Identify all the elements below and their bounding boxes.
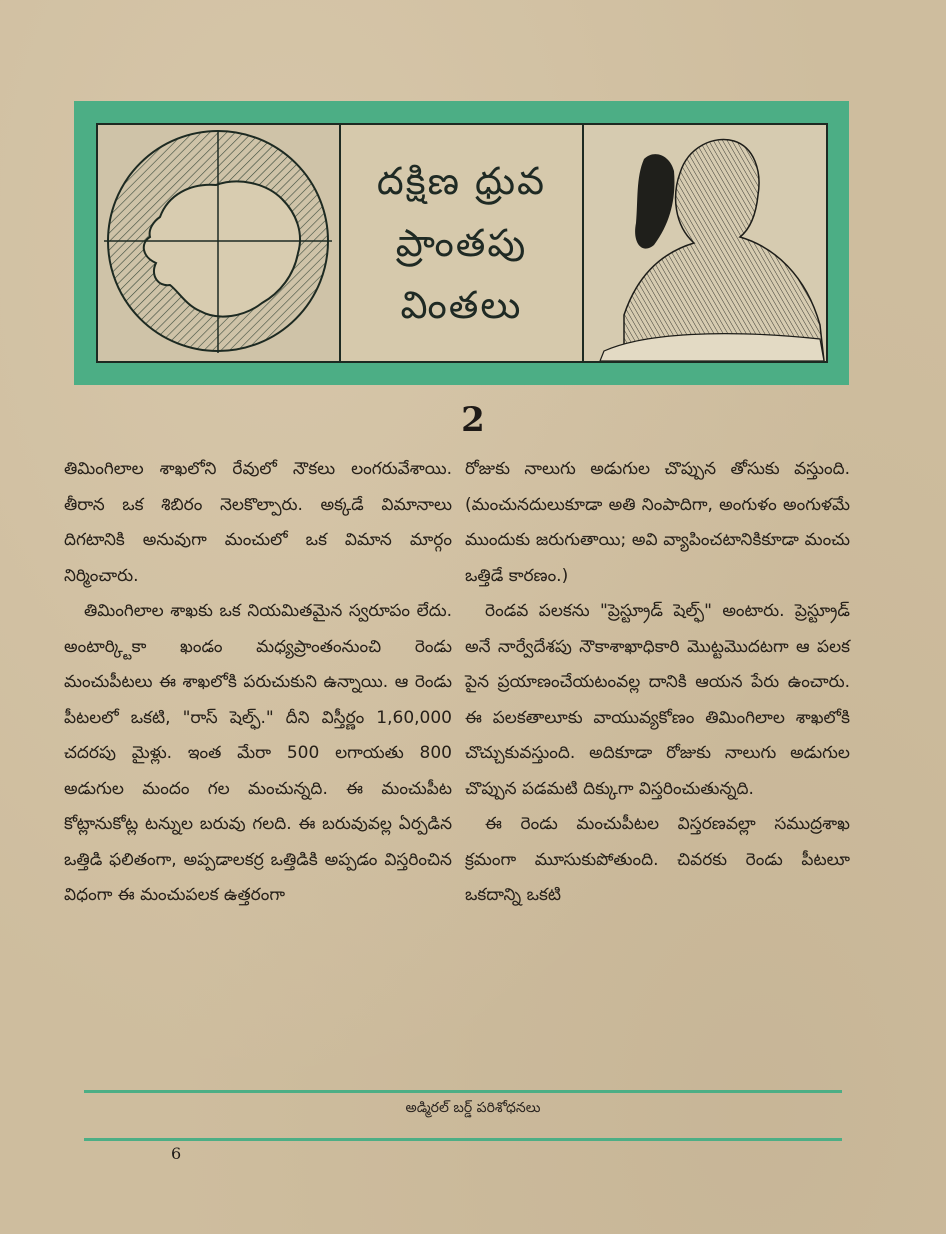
paragraph: రోజుకు నాలుగు అడుగుల చొప్పున తోసుకు వస్తుంది. (మంచునదులుకూడా అతి నింపాదిగా, అంగుళం అంగుళమే ముందుకు జరుగుతాయి; అవి వ్యాపించటానికికూడా మంచు ఒత్తిడే కారణం.) [465,459,850,586]
footer-rule-bottom [84,1138,842,1141]
footer-rule-top [84,1090,842,1093]
right-column [465,452,850,914]
title-line-1: దక్షిణ ధ్రువ [376,159,547,203]
paragraph: తిమింగిలాల శాఖకు ఒక నియమితమైన స్వరూపం లేదు. అంటార్క్టికా ఖండం మధ్యప్రాంతంనుంచి రెండు మంచుపీటలు ఈ శాఖలోకి పరుచుకుని ఉన్నాయి. ఆ రెండు పీటలలో ఒకటి, "రాస్ షెల్ఫ్." దీని విస్తీర్ణం 1,60,000 చదరపు మైళ్లు. ఇంత మేరా 500 లగాయతు 800 అడుగుల మందం గల మంచున్నది. ఈ మంచుపీట కోట్లానుకోట్ల టన్నుల బరువు గలది. ఈ బరువువల్ల ఏర్పడిన ఒత్తిడి ఫలితంగా, అప్పడాలకర్ర ఒత్తిడికి అప్పడం విస్తరించిన విధంగా ఈ మంచుపలక ఉత్తరంగా [64,601,452,905]
title-line-2: ప్రాంతపు [395,221,528,265]
page-folio: 6 [171,1144,182,1163]
banner-frame [96,123,828,363]
title-line-3: వింతలు [400,283,523,327]
left-column [64,452,452,914]
portrait-panel [584,125,826,361]
paragraph: రెండవ పలకను "ప్రెస్ట్రూడ్ షెల్ఫ్" అంటారు. ప్రెస్ట్రూడ్ అనే నార్వేదేశపు నౌకాశాఖాధికారి మొట్టమొదటగా ఆ పలక పైన ప్రయాణంచేయటంవల్ల దానికి ఆయన పేరు ఉంచారు. ఈ పలకతాలూకు వాయువ్యకోణం తిమింగిలాల శాఖలోకి చొచ్చుకువస్తుంది. అదికూడా రోజుకు నాలుగు అడుగుల చొప్పున పడమటి దిక్కుగా విస్తరించుతున్నది. [465,601,850,799]
article-part-number: 2 [461,400,485,440]
header-banner [74,101,849,385]
antarctica-map-icon [98,125,339,361]
footer-series-title: అడ్మిరల్ బర్డ్ పరిశోధనలు [405,1100,541,1116]
admiral-portrait-icon [584,125,826,361]
paragraph: తిమింగిలాల శాఖలోని రేవులో నౌకలు లంగరువేశాయి. తీరాన ఒక శిబిరం నెలకొల్పారు. అక్కడే విమానాలు దిగటానికి అనువుగా మంచులో ఒక విమాన మార్గం నిర్మించారు. [64,459,452,586]
title-panel [341,125,584,361]
antarctica-map-panel [98,125,341,361]
paragraph: ఈ రెండు మంచుపీటల విస్తరణవల్లా సముద్రశాఖ క్రమంగా మూసుకుపోతుంది. చివరకు రెండు పీటలూ ఒకదాన్ని ఒకటి [465,814,850,905]
